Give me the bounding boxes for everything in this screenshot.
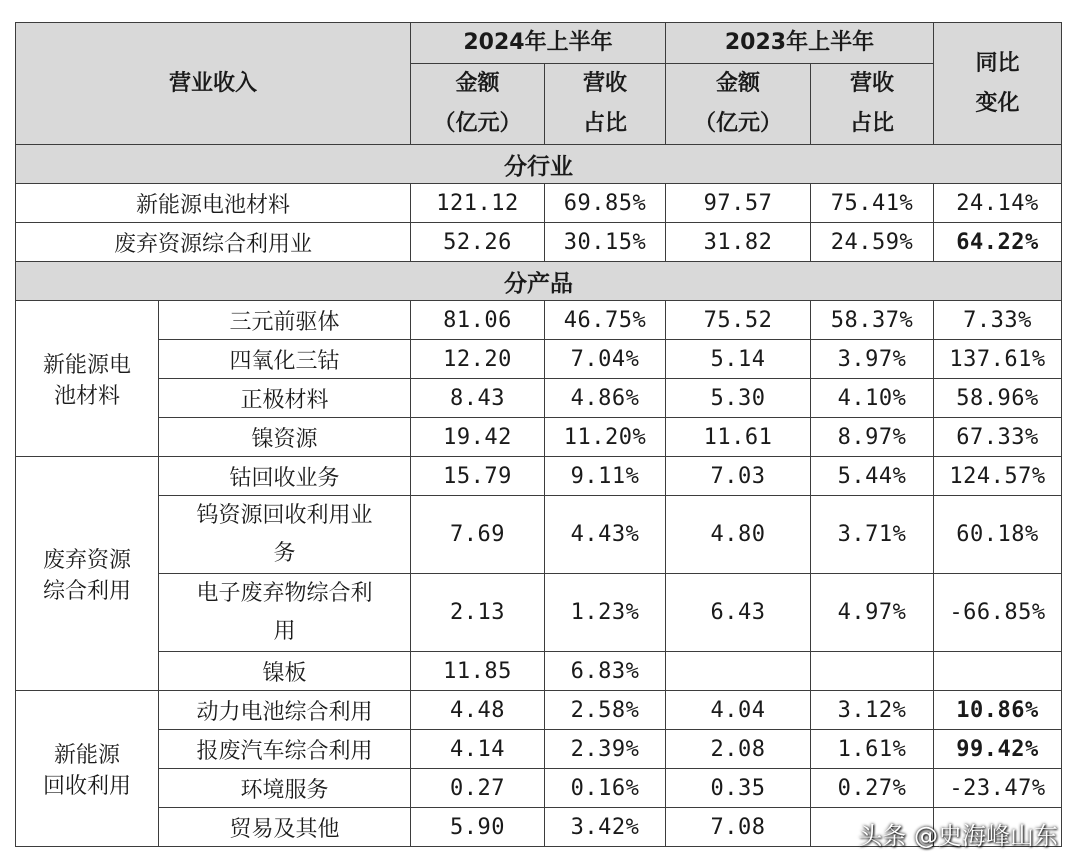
cell-amount-2023: 4.04 xyxy=(666,691,811,730)
cell-share-2023: 1.61% xyxy=(811,730,934,769)
row-label: 贸易及其他 xyxy=(159,808,411,847)
cell-yoy: 60.18% xyxy=(934,496,1062,574)
cell-yoy: 24.14% xyxy=(934,184,1062,223)
table-row xyxy=(16,574,1062,652)
cell-amount-2023: 7.03 xyxy=(666,457,811,496)
cell-amount-2023: 6.43 xyxy=(666,574,811,652)
section-product: 分产品 xyxy=(16,262,1062,301)
cell-amount-2023: 2.08 xyxy=(666,730,811,769)
header-share-2023: 营收 占比 xyxy=(811,64,934,145)
cell-yoy: 99.42% xyxy=(934,730,1062,769)
cell-amount-2023: 5.14 xyxy=(666,340,811,379)
cell-amount-2024: 2.13 xyxy=(411,574,545,652)
cell-share-2023: 3.97% xyxy=(811,340,934,379)
cell-amount-2024: 81.06 xyxy=(411,301,545,340)
row-label: 镍资源 xyxy=(159,418,411,457)
cell-yoy: 7.33% xyxy=(934,301,1062,340)
cell-amount-2024: 5.90 xyxy=(411,808,545,847)
cell-amount-2024: 12.20 xyxy=(411,340,545,379)
row-label: 环境服务 xyxy=(159,769,411,808)
cell-share-2024: 30.15% xyxy=(545,223,666,262)
cell-amount-2023: 0.35 xyxy=(666,769,811,808)
cell-share-2023 xyxy=(811,652,934,691)
row-label: 报废汽车综合利用 xyxy=(159,730,411,769)
cell-share-2023: 8.97% xyxy=(811,418,934,457)
header-period-2023: 2023年上半年 xyxy=(666,23,934,64)
group-label: 新能源 回收利用 xyxy=(16,691,159,847)
cell-share-2024: 3.42% xyxy=(545,808,666,847)
table-row xyxy=(16,652,1062,691)
cell-share-2024: 46.75% xyxy=(545,301,666,340)
row-label: 动力电池综合利用 xyxy=(159,691,411,730)
header-share-2024: 营收 占比 xyxy=(545,64,666,145)
revenue-table xyxy=(15,22,1062,847)
row-label: 新能源电池材料 xyxy=(16,184,411,223)
table-row xyxy=(16,769,1062,808)
cell-amount-2024: 8.43 xyxy=(411,379,545,418)
watermark-text: 头条 @史海峰山东 xyxy=(858,822,1058,850)
cell-amount-2023: 97.57 xyxy=(666,184,811,223)
header-amount-2023: 金额 （亿元） xyxy=(666,64,811,145)
cell-yoy: 58.96% xyxy=(934,379,1062,418)
cell-amount-2023 xyxy=(666,652,811,691)
cell-amount-2023: 31.82 xyxy=(666,223,811,262)
cell-amount-2024: 52.26 xyxy=(411,223,545,262)
cell-share-2024: 6.83% xyxy=(545,652,666,691)
watermark xyxy=(858,816,1058,851)
section-industry: 分行业 xyxy=(16,145,1062,184)
cell-amount-2024: 0.27 xyxy=(411,769,545,808)
table-row xyxy=(16,340,1062,379)
header-period-2024: 2024年上半年 xyxy=(411,23,666,64)
cell-share-2023: 24.59% xyxy=(811,223,934,262)
cell-yoy: 137.61% xyxy=(934,340,1062,379)
table-row xyxy=(16,184,1062,223)
cell-amount-2024: 4.48 xyxy=(411,691,545,730)
row-label: 钴回收业务 xyxy=(159,457,411,496)
row-label: 正极材料 xyxy=(159,379,411,418)
header-amount-2024: 金额 （亿元） xyxy=(411,64,545,145)
row-label: 三元前驱体 xyxy=(159,301,411,340)
cell-amount-2024: 4.14 xyxy=(411,730,545,769)
cell-yoy: 67.33% xyxy=(934,418,1062,457)
table-row xyxy=(16,457,1062,496)
header-yoy: 同比 变化 xyxy=(934,23,1062,145)
cell-yoy: 10.86% xyxy=(934,691,1062,730)
table-row xyxy=(16,691,1062,730)
row-label: 镍板 xyxy=(159,652,411,691)
cell-share-2024: 9.11% xyxy=(545,457,666,496)
group-label: 废弃资源 综合利用 xyxy=(16,457,159,691)
cell-share-2024: 7.04% xyxy=(545,340,666,379)
table-row xyxy=(16,223,1062,262)
cell-yoy: 64.22% xyxy=(934,223,1062,262)
table-row xyxy=(16,301,1062,340)
cell-share-2024: 1.23% xyxy=(545,574,666,652)
cell-yoy: -23.47% xyxy=(934,769,1062,808)
cell-amount-2023: 5.30 xyxy=(666,379,811,418)
table-row xyxy=(16,418,1062,457)
cell-amount-2024: 7.69 xyxy=(411,496,545,574)
row-label: 电子废弃物综合利 用 xyxy=(159,574,411,652)
cell-share-2023: 75.41% xyxy=(811,184,934,223)
cell-share-2023: 3.71% xyxy=(811,496,934,574)
cell-share-2023: 4.10% xyxy=(811,379,934,418)
cell-share-2023: 0.27% xyxy=(811,769,934,808)
cell-share-2023: 3.12% xyxy=(811,691,934,730)
cell-amount-2024: 15.79 xyxy=(411,457,545,496)
row-label: 四氧化三钴 xyxy=(159,340,411,379)
row-label: 钨资源回收利用业 务 xyxy=(159,496,411,574)
cell-amount-2024: 121.12 xyxy=(411,184,545,223)
cell-amount-2023: 4.80 xyxy=(666,496,811,574)
table-row xyxy=(16,496,1062,574)
cell-share-2024: 11.20% xyxy=(545,418,666,457)
cell-yoy xyxy=(934,652,1062,691)
cell-amount-2023: 11.61 xyxy=(666,418,811,457)
header-revenue: 营业收入 xyxy=(16,23,411,145)
row-label: 废弃资源综合利用业 xyxy=(16,223,411,262)
cell-share-2024: 4.86% xyxy=(545,379,666,418)
table-row xyxy=(16,730,1062,769)
cell-share-2024: 2.39% xyxy=(545,730,666,769)
cell-amount-2024: 11.85 xyxy=(411,652,545,691)
cell-share-2024: 0.16% xyxy=(545,769,666,808)
group-label: 新能源电 池材料 xyxy=(16,301,159,457)
cell-share-2023: 4.97% xyxy=(811,574,934,652)
cell-share-2024: 69.85% xyxy=(545,184,666,223)
cell-share-2023: 5.44% xyxy=(811,457,934,496)
cell-amount-2023: 7.08 xyxy=(666,808,811,847)
cell-share-2023: 58.37% xyxy=(811,301,934,340)
cell-amount-2023: 75.52 xyxy=(666,301,811,340)
table-row xyxy=(16,379,1062,418)
cell-yoy: 124.57% xyxy=(934,457,1062,496)
cell-share-2024: 4.43% xyxy=(545,496,666,574)
cell-share-2024: 2.58% xyxy=(545,691,666,730)
cell-yoy: -66.85% xyxy=(934,574,1062,652)
cell-amount-2024: 19.42 xyxy=(411,418,545,457)
